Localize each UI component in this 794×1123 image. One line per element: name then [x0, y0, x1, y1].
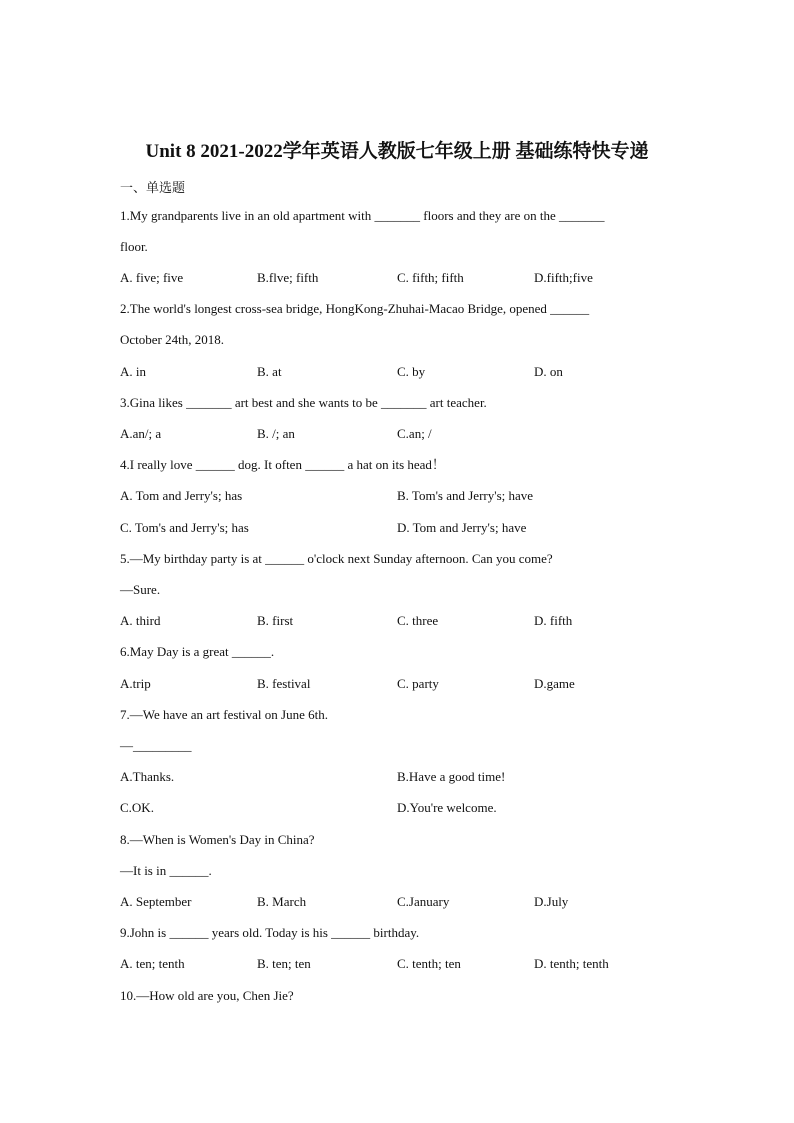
option-a: A.trip [120, 676, 151, 691]
option-b: B. festival [257, 676, 311, 691]
option-d: D.You're welcome. [397, 800, 497, 815]
option-b: B.Have a good time! [397, 769, 506, 784]
option-b: B. Tom's and Jerry's; have [397, 488, 534, 503]
option-c: C.an; / [397, 426, 432, 441]
option-a: A.Thanks. [120, 769, 175, 784]
option-c: C.January [397, 894, 450, 909]
option-c: C. tenth; ten [397, 956, 461, 971]
option-c: C. party [397, 676, 439, 691]
question-5-options [120, 613, 680, 629]
question-8-options [120, 894, 680, 910]
option-d: D. tenth; tenth [534, 956, 609, 971]
option-b: B. first [257, 613, 294, 628]
option-c: C. by [397, 364, 426, 379]
option-d: D. on [534, 364, 563, 379]
question-6-line-1: 6.May Day is a great ______. [120, 644, 275, 659]
question-6-options [120, 676, 680, 692]
option-c: C. fifth; fifth [397, 270, 464, 285]
option-d: D. fifth [534, 613, 573, 628]
question-7-line-2: —_________ [120, 738, 192, 753]
question-4-options-row-2 [120, 520, 680, 536]
question-2-options [120, 364, 680, 380]
question-9-options [120, 956, 680, 972]
question-8-line-1: 8.—When is Women's Day in China? [120, 832, 315, 847]
option-d: D.July [534, 894, 569, 909]
option-c: C. Tom's and Jerry's; has [120, 520, 249, 535]
question-3-line-1: 3.Gina likes _______ art best and she wants to be _______ art teacher. [120, 395, 487, 410]
document-title: Unit 8 2021-2022学年英语人教版七年级上册 基础练特快专递 [145, 141, 649, 162]
option-b: B. March [257, 894, 307, 909]
question-5-line-1: 5.—My birthday party is at ______ o'clock next Sunday afternoon. Can you come? [120, 551, 553, 566]
option-a: A. ten; tenth [120, 956, 185, 971]
question-8-line-2: —It is in ______. [120, 863, 212, 878]
question-7-options-row-1 [120, 769, 680, 785]
option-d: D. Tom and Jerry's; have [397, 520, 527, 535]
question-7-line-1: 7.—We have an art festival on June 6th. [120, 707, 328, 722]
option-b: B.flve; fifth [257, 270, 319, 285]
option-b: B. at [257, 364, 282, 379]
option-a: A.an/; a [120, 426, 162, 441]
option-b: B. ten; ten [257, 956, 311, 971]
question-4-line-1: 4.I really love ______ dog. It often ______ a hat on its head！ [120, 457, 445, 472]
option-a: A. third [120, 613, 161, 628]
question-5-line-2: —Sure. [120, 582, 161, 597]
section-heading: 一、单选题 [120, 180, 186, 195]
question-2-line-1: 2.The world's longest cross-sea bridge, HongKong-Zhuhai-Macao Bridge, opened ______ [120, 301, 590, 316]
option-a: A. Tom and Jerry's; has [120, 488, 243, 503]
option-b: B. /; an [257, 426, 295, 441]
question-4-options-row-1 [120, 488, 680, 504]
option-d: D.fifth;five [534, 270, 593, 285]
question-10-line-1: 10.—How old are you, Chen Jie? [120, 988, 294, 1003]
question-7-options-row-2 [120, 800, 680, 816]
option-a: A. in [120, 364, 146, 379]
option-c: C. three [397, 613, 439, 628]
option-d: D.game [534, 676, 575, 691]
option-c: C.OK. [120, 800, 154, 815]
question-1-line-1: 1.My grandparents live in an old apartment with _______ floors and they are on the _______ [120, 208, 605, 223]
question-2-line-2: October 24th, 2018. [120, 332, 224, 347]
question-1-line-2: floor. [120, 239, 148, 254]
question-9-line-1: 9.John is ______ years old. Today is his ______ birthday. [120, 925, 420, 940]
question-3-options [120, 426, 680, 442]
option-a: A. September [120, 894, 192, 909]
option-a: A. five; five [120, 270, 184, 285]
question-1-options [120, 270, 680, 286]
